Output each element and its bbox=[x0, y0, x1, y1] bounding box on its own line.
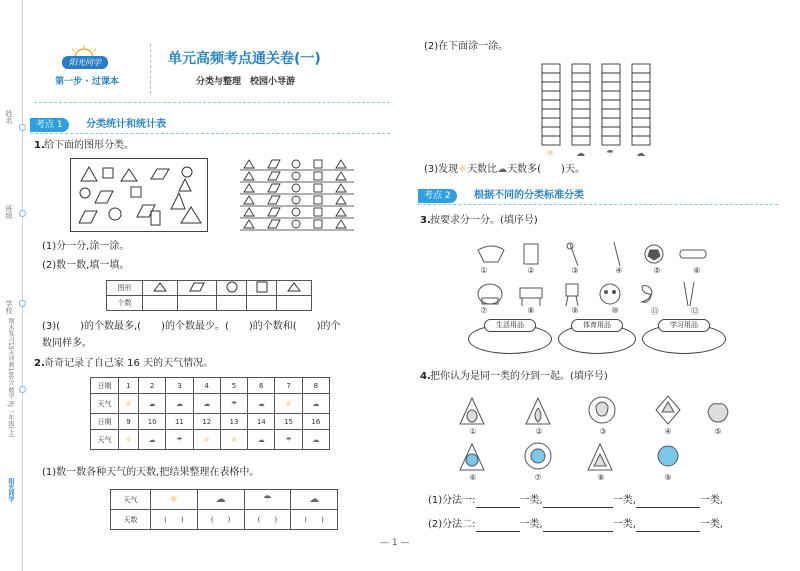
fruit-shapes-icon bbox=[456, 394, 736, 426]
cloud-icon: ☁ bbox=[148, 435, 156, 444]
date-label: 日期 bbox=[91, 414, 119, 430]
coloring-cell[interactable] bbox=[542, 73, 560, 82]
coloring-cell[interactable] bbox=[572, 127, 590, 136]
header-divider bbox=[150, 44, 151, 94]
count-cell[interactable] bbox=[177, 296, 216, 311]
cloud-icon: ☁ bbox=[312, 399, 320, 408]
method2-label: (2)分法二: bbox=[428, 519, 476, 530]
count-cell[interactable] bbox=[217, 296, 247, 311]
coloring-cell[interactable] bbox=[572, 118, 590, 127]
coloring-cell[interactable] bbox=[572, 136, 590, 145]
logo-text: 阳光同学 bbox=[69, 58, 101, 67]
coloring-cell[interactable] bbox=[602, 109, 620, 118]
coloring-cell[interactable] bbox=[602, 91, 620, 100]
date-cell: 14 bbox=[248, 414, 275, 430]
item-number: ⑪ bbox=[651, 307, 659, 316]
date-cell: 5 bbox=[220, 378, 247, 394]
q2-part3-mid1: 天数比 bbox=[467, 164, 498, 175]
sun-icon: ☼ bbox=[125, 399, 132, 408]
coloring-cell[interactable] bbox=[632, 91, 650, 100]
date-cell: 10 bbox=[139, 414, 166, 430]
sports-goods-label: 体育用品 bbox=[571, 319, 623, 332]
count-cell[interactable] bbox=[143, 296, 178, 311]
sun-icon: ☼ bbox=[230, 435, 238, 444]
coloring-cell[interactable] bbox=[602, 82, 620, 91]
cloud-icon: ☁ bbox=[257, 399, 265, 408]
method2-row bbox=[428, 518, 723, 532]
date-cell: 8 bbox=[302, 378, 329, 394]
date-cell: 9 bbox=[119, 414, 139, 430]
coloring-cell[interactable] bbox=[572, 64, 590, 73]
coloring-cell[interactable] bbox=[632, 109, 650, 118]
coloring-cell[interactable] bbox=[572, 91, 590, 100]
summary-weather-label: 天气 bbox=[111, 490, 151, 510]
svg-text:☁: ☁ bbox=[576, 149, 585, 158]
answer-blank[interactable] bbox=[476, 522, 520, 532]
triangle-icon bbox=[287, 282, 301, 292]
rain-icon: ☂ bbox=[230, 399, 238, 408]
coloring-cell[interactable] bbox=[542, 127, 560, 136]
q2-text: 奇奇记录了自己家 16 天的天气情况。 bbox=[44, 358, 214, 369]
count-cell[interactable] bbox=[247, 296, 277, 311]
item-number: ⑩ bbox=[611, 306, 619, 315]
sep-text: 一类, bbox=[699, 519, 724, 530]
sep-text: 一类, bbox=[612, 519, 636, 530]
rain-icon: ☂ bbox=[176, 435, 183, 444]
name-label: 姓名 bbox=[5, 110, 13, 124]
shape-number: ② bbox=[535, 427, 543, 436]
weather-label: 天气 bbox=[91, 394, 119, 414]
coloring-cell[interactable] bbox=[572, 73, 590, 82]
school-label: 学校 bbox=[5, 300, 13, 314]
answer-blank[interactable] bbox=[636, 522, 700, 532]
margin-dot bbox=[19, 210, 26, 217]
q2-part1: (1)数一数各种天气的天数,把结果整理在表格中。 bbox=[42, 467, 260, 478]
coloring-cell[interactable] bbox=[572, 82, 590, 91]
item-number: ② bbox=[527, 266, 535, 275]
shape-number: ⑨ bbox=[664, 473, 672, 482]
item-number: ③ bbox=[571, 266, 579, 275]
item-number: ⑨ bbox=[571, 306, 579, 315]
section2-tag: 考点 2 bbox=[418, 189, 457, 203]
summary-days-label: 天数 bbox=[111, 510, 151, 530]
answer-blank[interactable] bbox=[543, 498, 613, 508]
coloring-cell[interactable] bbox=[632, 100, 650, 109]
days-answer-cell[interactable]: ( ) bbox=[244, 510, 291, 530]
table-head-count: 个数 bbox=[107, 296, 143, 311]
header-rule bbox=[34, 102, 390, 103]
coloring-cell[interactable] bbox=[602, 136, 620, 145]
date-cell: 4 bbox=[193, 378, 220, 394]
q3-text: 按要求分一分。(填序号) bbox=[430, 215, 538, 226]
coloring-cell[interactable] bbox=[602, 100, 620, 109]
days-answer-cell[interactable]: ( ) bbox=[291, 510, 338, 530]
q2-part3-mid2: 天数多( )天。 bbox=[507, 164, 585, 175]
weather-label: 天气 bbox=[91, 430, 119, 450]
coloring-cell[interactable] bbox=[632, 64, 650, 73]
q1-part3-line1: (3)( )的个数最多,( )的个数最少。( )的个数和( )的个 bbox=[42, 321, 341, 332]
coloring-cell[interactable] bbox=[602, 64, 620, 73]
q2-part3 bbox=[424, 163, 585, 177]
date-cell: 11 bbox=[166, 414, 193, 430]
date-cell: 12 bbox=[193, 414, 220, 430]
shape-number: ⑤ bbox=[714, 427, 722, 436]
q1-part3-line2: 数同样多。 bbox=[42, 338, 92, 349]
page-title: 单元高频考点通关卷(一) bbox=[168, 51, 321, 67]
weather-log-table bbox=[90, 377, 330, 450]
side-logo: 阳光同学 bbox=[7, 478, 14, 502]
date-cell: 6 bbox=[248, 378, 275, 394]
coloring-cell[interactable] bbox=[542, 136, 560, 145]
q1-text: 给下面的图形分类。 bbox=[44, 140, 134, 151]
coloring-cell[interactable] bbox=[602, 127, 620, 136]
coloring-cell[interactable] bbox=[572, 100, 590, 109]
method1-row bbox=[428, 494, 723, 508]
item-number: ⑦ bbox=[480, 306, 488, 315]
rain-icon: ☂ bbox=[285, 435, 292, 444]
svg-text:☂: ☂ bbox=[606, 149, 615, 158]
answer-blank[interactable] bbox=[636, 498, 700, 508]
coloring-cell[interactable] bbox=[632, 82, 650, 91]
cloud-icon: ☁ bbox=[148, 399, 156, 408]
square-icon bbox=[256, 281, 268, 293]
item-number: ④ bbox=[615, 266, 623, 275]
shape-number: ⑦ bbox=[534, 473, 542, 482]
date-cell: 15 bbox=[275, 414, 302, 430]
item-pictures-icon bbox=[474, 240, 714, 270]
circle-icon bbox=[226, 281, 238, 293]
cloud-icon: ☁ bbox=[257, 435, 265, 444]
date-cell: 16 bbox=[302, 414, 329, 430]
coloring-cell[interactable] bbox=[602, 73, 620, 82]
cloud-icon: ☁ bbox=[203, 399, 211, 408]
cloud-icon: ☁ bbox=[309, 494, 320, 505]
coloring-cell[interactable] bbox=[542, 100, 560, 109]
weather-summary-table bbox=[110, 489, 338, 530]
side-series-info: 期末复习15天冲刺100分 数学 RJ 一年级(上) bbox=[7, 318, 14, 438]
shape-number: ① bbox=[469, 427, 477, 436]
cloud-icon: ☁ bbox=[215, 494, 226, 505]
item-number: ⑫ bbox=[691, 307, 699, 316]
q4-number: 4. bbox=[420, 371, 431, 382]
cloud-icon: ☁ bbox=[175, 399, 183, 408]
daily-goods-label: 生活用品 bbox=[484, 319, 536, 332]
days-answer-cell[interactable]: ( ) bbox=[197, 510, 244, 530]
triangle-icon bbox=[153, 282, 167, 292]
coloring-cell[interactable] bbox=[542, 118, 560, 127]
sun-icon: ☼ bbox=[458, 164, 468, 175]
coloring-cell[interactable] bbox=[572, 109, 590, 118]
table-head-shape: 图形 bbox=[107, 281, 143, 296]
q1-part2: (2)数一数,填一填。 bbox=[42, 260, 130, 271]
q2-part2: (2)在下面涂一涂。 bbox=[424, 41, 509, 52]
coloring-cell[interactable] bbox=[632, 136, 650, 145]
coloring-cell[interactable] bbox=[602, 118, 620, 127]
days-answer-cell[interactable]: ( ) bbox=[151, 510, 198, 530]
q4-shapes-row2 bbox=[456, 440, 706, 476]
shapes-box bbox=[70, 158, 208, 232]
method1-label: (1)分法一: bbox=[428, 495, 476, 506]
margin-dot bbox=[19, 124, 26, 131]
answer-blank[interactable] bbox=[543, 522, 613, 532]
cloud-icon: ☁ bbox=[312, 435, 320, 444]
sep-text: 一类, bbox=[519, 519, 543, 530]
sun-icon: ☼ bbox=[203, 435, 210, 444]
date-cell: 3 bbox=[166, 378, 193, 394]
margin-dot bbox=[19, 300, 26, 307]
q3-items-row2 bbox=[474, 280, 714, 312]
rain-icon: ☂ bbox=[262, 494, 272, 505]
coloring-cell[interactable] bbox=[542, 64, 560, 73]
sep-text: 一类, bbox=[612, 495, 636, 506]
item-number: ⑥ bbox=[693, 266, 701, 275]
date-label: 日期 bbox=[91, 378, 119, 394]
cloud-icon: ☁ bbox=[497, 164, 508, 175]
class-label: 班级 bbox=[5, 205, 13, 219]
count-cell[interactable] bbox=[277, 296, 312, 311]
item-number: ① bbox=[480, 266, 488, 275]
q4-text: 把你认为是同一类的分到一起。(填序号) bbox=[430, 371, 608, 382]
shape-columns-icon bbox=[240, 158, 360, 236]
coloring-cell[interactable] bbox=[542, 82, 560, 91]
date-cell: 13 bbox=[220, 414, 247, 430]
page-number: — 1 — bbox=[380, 538, 410, 548]
brand-logo bbox=[42, 44, 132, 94]
shape-pictograph bbox=[240, 158, 360, 240]
shape-number: ⑥ bbox=[469, 473, 477, 482]
coloring-grid bbox=[540, 62, 670, 162]
q4-shapes-row1 bbox=[456, 394, 736, 430]
coloring-cell[interactable] bbox=[632, 127, 650, 136]
date-cell: 7 bbox=[275, 378, 302, 394]
q1-number: 1. bbox=[34, 140, 45, 151]
page-subtitle: 分类与整理 校园小导游 bbox=[196, 77, 296, 87]
shape-number: ④ bbox=[664, 427, 672, 436]
step-label: 第一步 · 过课本 bbox=[55, 77, 119, 87]
item-number: ⑧ bbox=[527, 306, 535, 315]
parallelogram-icon bbox=[189, 282, 205, 292]
q1-part1: (1)分一分,涂一涂。 bbox=[42, 241, 130, 252]
shape-number: ③ bbox=[599, 427, 607, 436]
section2-rule bbox=[418, 204, 778, 205]
coloring-cell[interactable] bbox=[542, 109, 560, 118]
shape-count-table bbox=[106, 280, 312, 311]
item-number: ⑤ bbox=[653, 266, 661, 275]
section1-title: 分类统计和统计表 bbox=[86, 119, 166, 130]
study-goods-label: 学习用品 bbox=[658, 319, 710, 332]
q3-number: 3. bbox=[420, 215, 431, 226]
svg-text:☁: ☁ bbox=[636, 149, 645, 158]
section2-title: 根据不同的分类标准分类 bbox=[474, 190, 584, 201]
sun-icon: ☼ bbox=[125, 435, 132, 444]
coloring-cell[interactable] bbox=[632, 118, 650, 127]
sun-icon: ☼ bbox=[285, 399, 292, 408]
margin-dot bbox=[19, 386, 26, 393]
coloring-cell[interactable] bbox=[542, 91, 560, 100]
date-cell: 2 bbox=[139, 378, 166, 394]
q2-part3-pre: (3)发现 bbox=[424, 164, 459, 175]
date-cell: 1 bbox=[119, 378, 139, 394]
section1-tag: 考点 1 bbox=[30, 118, 69, 132]
sep-text: 一类, bbox=[699, 495, 724, 506]
bar-coloring-grid-icon bbox=[540, 62, 670, 158]
fruit-shapes-icon bbox=[456, 440, 706, 472]
binding-margin-line bbox=[22, 0, 23, 571]
mixed-shapes-icon bbox=[71, 159, 209, 233]
q2-number: 2. bbox=[34, 358, 45, 369]
coloring-cell[interactable] bbox=[632, 73, 650, 82]
shape-number: ⑧ bbox=[597, 473, 605, 482]
q3-items-row1 bbox=[474, 240, 714, 274]
item-pictures-icon bbox=[474, 280, 714, 308]
sep-text: 一类, bbox=[519, 495, 543, 506]
section1-rule bbox=[30, 133, 390, 134]
sun-icon: ☼ bbox=[169, 494, 179, 505]
svg-text:☼: ☼ bbox=[546, 149, 555, 158]
answer-blank[interactable] bbox=[476, 498, 520, 508]
